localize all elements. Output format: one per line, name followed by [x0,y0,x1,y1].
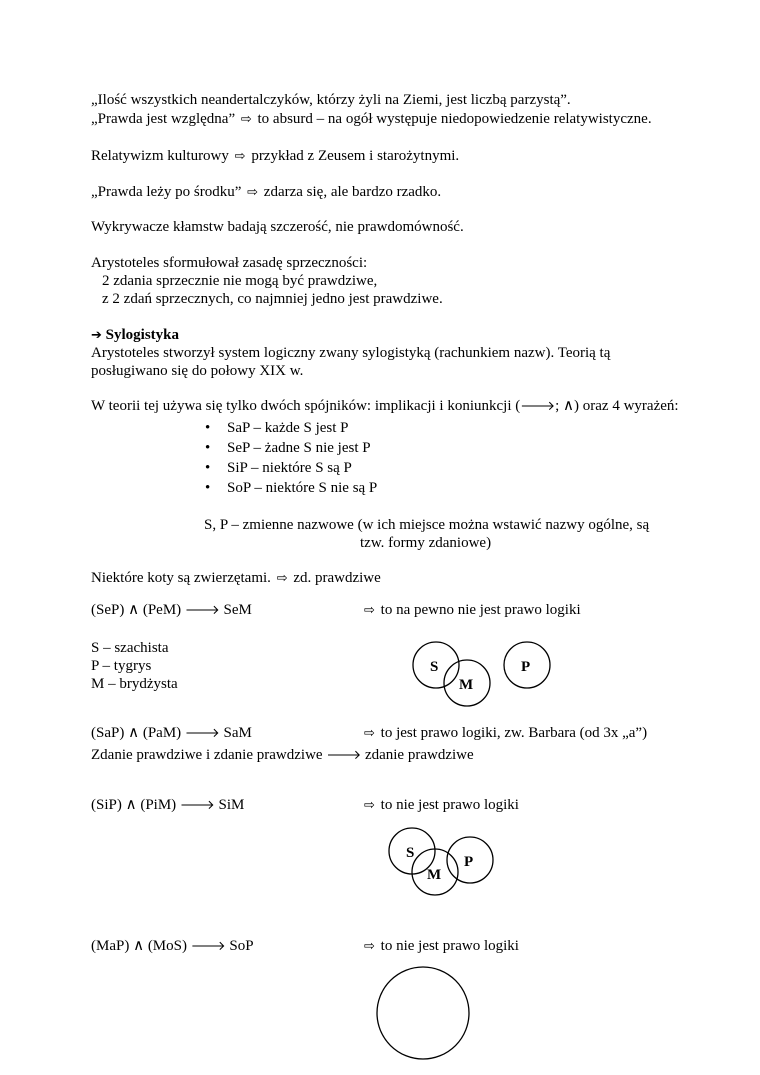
relativism-label: Relatywizm kulturowy [91,148,229,164]
comment-absurd: to absurd – na ogół występuje niedopowiedzenie relatywistyczne. [257,111,652,127]
syllogism-formula: (SiP) ∧ (PiM) 🡒 SiM [91,797,245,813]
term-definition: P – tygrys [91,658,152,674]
connectives-text-a: W teorii tej używa się tylko dwóch spójników: implikacji i koniunkcji ( [91,398,521,414]
venn-label-s: S [406,845,415,861]
heading-text: Sylogistyka [105,327,180,343]
paragraph-line-1: Arystoteles stworzył system logiczny zwany sylogistyką (rachunkiem nazw). Teorią tą [91,345,611,361]
term-definition: S – szachista [91,640,169,656]
syllogism-verdict: ⇨ to jest prawo logiki, zw. Barbara (od 3x „a”) [364,725,648,741]
syllogism-formula: (SeP) ∧ (PeM) 🡒 SeM [91,602,252,618]
hollow-arrow-icon: ⇨ [240,112,252,127]
relativism-example: przykład z Zeusem i starożytnymi. [251,148,460,164]
implication-arrow-icon: 🡒 [520,399,556,414]
syllogism-verdict: ⇨ to nie jest prawo logiki [364,797,519,813]
syllogism-formula: (SaP) ∧ (PaM) 🡒 SaM [91,725,252,741]
syllogism-verdict: ⇨ to na pewno nie jest prawo logiki [364,602,581,618]
syllogism-verdict: ⇨ to nie jest prawo logiki [364,938,519,954]
bold-arrow-icon: ➔ [91,328,102,343]
note-variables-2: tzw. formy zdaniowe) [360,535,492,551]
venn-label-s: S [430,659,439,675]
list-item: • SeP – żadne S nie jest P [205,439,371,457]
venn-circle-large [377,967,469,1059]
term-definition: M – brydżysta [91,676,178,692]
example-sentence: Niektóre koty są zwierzętami. [91,570,271,586]
hollow-arrow-icon: ⇨ [364,726,375,741]
text-line-contradiction-2: z 2 zdań sprzecznych, co najmniej jedno jest prawdziwe. [102,291,443,307]
list-item: • SaP – każde S jest P [205,419,349,437]
quote-truth-relative: „Prawda jest względna” [91,111,236,127]
text-line-neanderthal: „Ilość wszystkich neandertalczyków, którzy żyli na Ziemi, jest liczbą parzystą”. [91,92,571,108]
venn-label-p: P [521,659,531,675]
list-item: • SoP – niektóre S nie są P [205,479,377,497]
hollow-arrow-icon: ⇨ [247,185,259,200]
hollow-arrow-icon: ⇨ [234,149,246,164]
connectives-text-b: ; ∧) oraz 4 wyrażeń: [555,398,679,414]
syllogism-formula: (MaP) ∧ (MoS) 🡒 SoP [91,938,254,954]
quote-truth-middle: „Prawda leży po środku” [91,184,242,200]
text-line-lie-detectors: Wykrywacze kłamstw badają szczerość, nie prawdomówność. [91,219,464,235]
hollow-arrow-icon: ⇨ [364,603,375,618]
note-variables-1: S, P – zmienne nazwowe (w ich miejsce można wstawić nazwy ogólne, są [204,517,650,533]
venn-label-m: M [427,867,442,883]
implication-arrow-icon: 🡒 [179,798,215,813]
hollow-arrow-icon: ⇨ [364,939,375,954]
text-line-contradiction-1: 2 zdania sprzecznie nie mogą być prawdziwe, [102,273,378,289]
venn-label-p: P [464,854,474,870]
text-line-aristotle: Arystoteles sformułował zasadę sprzeczności: [91,255,368,271]
list-item: • SiP – niektóre S są P [205,459,352,477]
implication-arrow-icon: 🡒 [326,748,362,763]
hollow-arrow-icon: ⇨ [364,798,375,813]
implication-arrow-icon: 🡒 [190,939,226,954]
example-verdict: zd. prawdziwe [293,570,381,586]
comment-rarely: zdarza się, ale bardzo rzadko. [263,184,442,200]
implication-arrow-icon: 🡒 [184,726,220,741]
barbara-explanation: Zdanie prawdziwe i zdanie prawdziwe 🡒 zdanie prawdziwe [91,747,474,763]
hollow-arrow-icon: ⇨ [276,571,288,586]
venn-label-m: M [459,677,474,693]
implication-arrow-icon: 🡒 [184,603,220,618]
paragraph-line-2: posługiwano się do połowy XIX w. [91,363,304,379]
